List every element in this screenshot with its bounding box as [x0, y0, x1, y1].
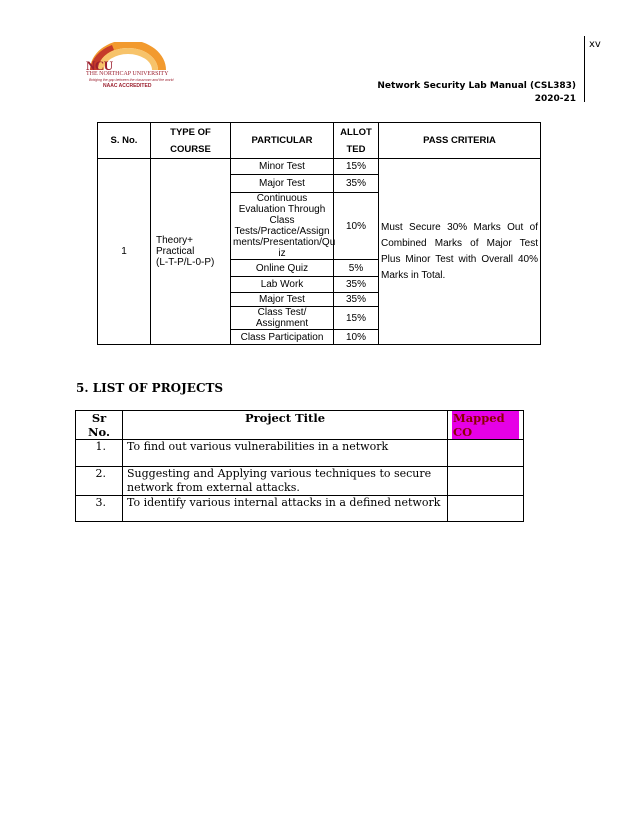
allotted-cell: 10% [334, 330, 379, 345]
header-type-of-course: TYPE OF COURSE [151, 123, 231, 159]
particular-cell: Major Test [231, 293, 334, 307]
evaluation-criteria-table [97, 122, 541, 345]
logo-abbr: NCU [86, 58, 113, 73]
logo-university-name: THE NORTHCAP UNIVERSITY [86, 71, 169, 77]
header-mapped-co: Mapped CO [448, 411, 524, 440]
project-sr: 2. [76, 467, 123, 496]
project-row [76, 467, 524, 496]
allotted-cell: 15% [334, 159, 379, 175]
particular-cell: Lab Work [231, 277, 334, 293]
allotted-cell: 35% [334, 175, 379, 193]
allotted-cell: 35% [334, 277, 379, 293]
particular-cell: Minor Test [231, 159, 334, 175]
header-sr-no: Sr No. [76, 411, 123, 440]
particular-cell: Continuous Evaluation Through Class Tests/Practice/Assign ments/Presentation/Qu iz [231, 193, 334, 260]
document-header [377, 80, 576, 106]
project-mapped-co [448, 440, 524, 467]
academic-year: 2020-21 [534, 94, 576, 104]
projects-header-row [76, 411, 524, 440]
header-particular: PARTICULAR [231, 123, 334, 159]
allotted-cell: 10% [334, 193, 379, 260]
project-mapped-co [448, 467, 524, 496]
project-row [76, 440, 524, 467]
header-project-title: Project Title [123, 411, 448, 440]
project-sr: 1. [76, 440, 123, 467]
pass-criteria-text: Must Secure 30% Marks Out of Combined Marks of Major Test Plus Minor Test with Overall 40% Marks in Total. [379, 159, 541, 345]
project-title: To find out various vulnerabilities in a network [123, 440, 448, 467]
section-heading: 5. LIST OF PROJECTS [76, 381, 224, 395]
allotted-cell: 35% [334, 293, 379, 307]
allotted-cell: 15% [334, 307, 379, 330]
particular-cell: Class Test/ Assignment [231, 307, 334, 330]
header-divider [584, 36, 585, 102]
logo-tagline: Bridging the gap between the classroom and the world [89, 78, 174, 82]
logo-accreditation: NAAC ACCREDITED [103, 83, 152, 89]
project-sr: 3. [76, 496, 123, 522]
particular-cell: Online Quiz [231, 260, 334, 277]
header-pass-criteria: PASS CRITERIA [379, 123, 541, 159]
allotted-cell: 5% [334, 260, 379, 277]
header-sno: S. No. [98, 123, 151, 159]
particular-cell: Class Participation [231, 330, 334, 345]
criteria-header-row [98, 123, 541, 159]
course-type: Theory+ Practical (L-T-P/L-0-P) [151, 159, 231, 345]
project-title: Suggesting and Applying various techniques to secure network from external attacks. [123, 467, 448, 496]
project-mapped-co [448, 496, 524, 522]
header-allotted: ALLOT TED [334, 123, 379, 159]
page-number: xv [589, 39, 601, 50]
manual-title: Network Security Lab Manual (CSL383) [377, 81, 576, 91]
particular-cell: Major Test [231, 175, 334, 193]
project-title: To identify various internal attacks in a defined network [123, 496, 448, 522]
projects-table [75, 410, 524, 522]
criteria-row [98, 159, 541, 175]
project-row [76, 496, 524, 522]
serial-number: 1 [98, 159, 151, 345]
